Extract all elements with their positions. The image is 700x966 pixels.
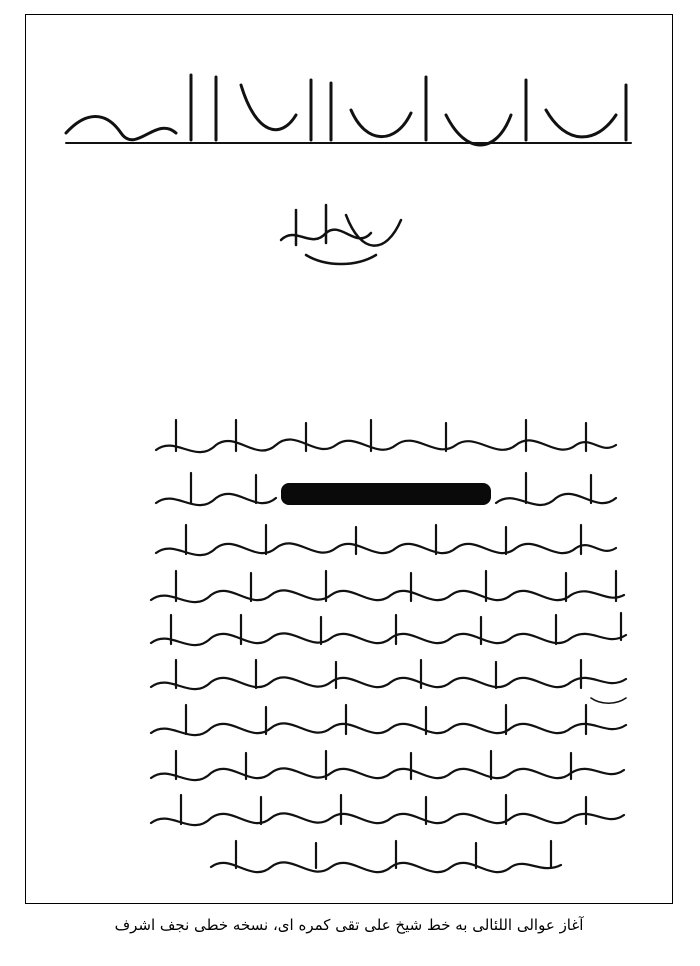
- manuscript-line-3: [156, 525, 616, 555]
- manuscript-line-6: [151, 660, 626, 703]
- manuscript-page: [26, 15, 674, 905]
- manuscript-line-5: [151, 613, 626, 645]
- manuscript-line-8: [151, 751, 624, 780]
- figure-caption: آغاز عوالی اللئالی به خط شیخ علی تقی کمره ای، نسخه خطی نجف اشرف: [114, 916, 584, 934]
- manuscript-body-lines: [151, 420, 626, 872]
- manuscript-title-calligraphy: [66, 75, 631, 145]
- manuscript-line-9: [151, 795, 624, 825]
- manuscript-redaction-block: [281, 483, 491, 505]
- manuscript-line-10: [211, 841, 561, 872]
- manuscript-line-7: [151, 705, 626, 735]
- manuscript-line-1: [156, 420, 616, 452]
- manuscript-subtitle-calligraphy: [281, 205, 401, 264]
- manuscript-line-4: [151, 571, 624, 602]
- manuscript-page-frame: [25, 14, 673, 904]
